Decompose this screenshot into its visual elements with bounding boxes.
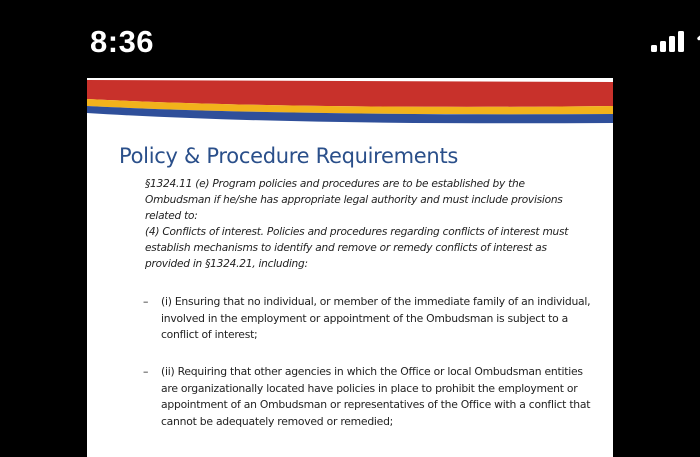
bullet-item <box>143 364 595 430</box>
bullet-text: (ii) Requiring that other agencies in which the Office or local Ombudsman entities are organizationally located have policies in place to prohibit the employment or appointment of an Ombudsman or representatives of the Office with a conflict that cannot be adequately removed or remedied; <box>161 365 591 428</box>
wifi-icon <box>696 30 700 54</box>
presentation-slide <box>87 78 613 457</box>
slide-title: Policy & Procedure Requirements <box>119 144 459 168</box>
status-bar <box>0 0 700 80</box>
bullet-item <box>143 294 595 344</box>
signal-icon <box>650 30 688 54</box>
paragraph-policy-intro: §1324.11 (e) Program policies and procedures are to be established by the Ombudsman if he/she has appropriate legal authority and must include provisions related to: <box>145 178 563 222</box>
bullet-dash: – <box>143 295 149 308</box>
header-color-bands <box>87 78 613 138</box>
bullet-dash: – <box>143 365 149 378</box>
paragraph-conflicts-of-interest: (4) Conflicts of interest. Policies and procedures regarding conflicts of interest must establish mechanisms to identify and remove or remedy conflicts of interest as provided in §1324.21, including: <box>145 226 569 270</box>
status-time: 8:36 <box>90 24 155 59</box>
bullet-text: (i) Ensuring that no individual, or member of the immediate family of an individual, involved in the employment or appointment of the Ombudsman is subject to a conflict of interest; <box>161 295 591 341</box>
